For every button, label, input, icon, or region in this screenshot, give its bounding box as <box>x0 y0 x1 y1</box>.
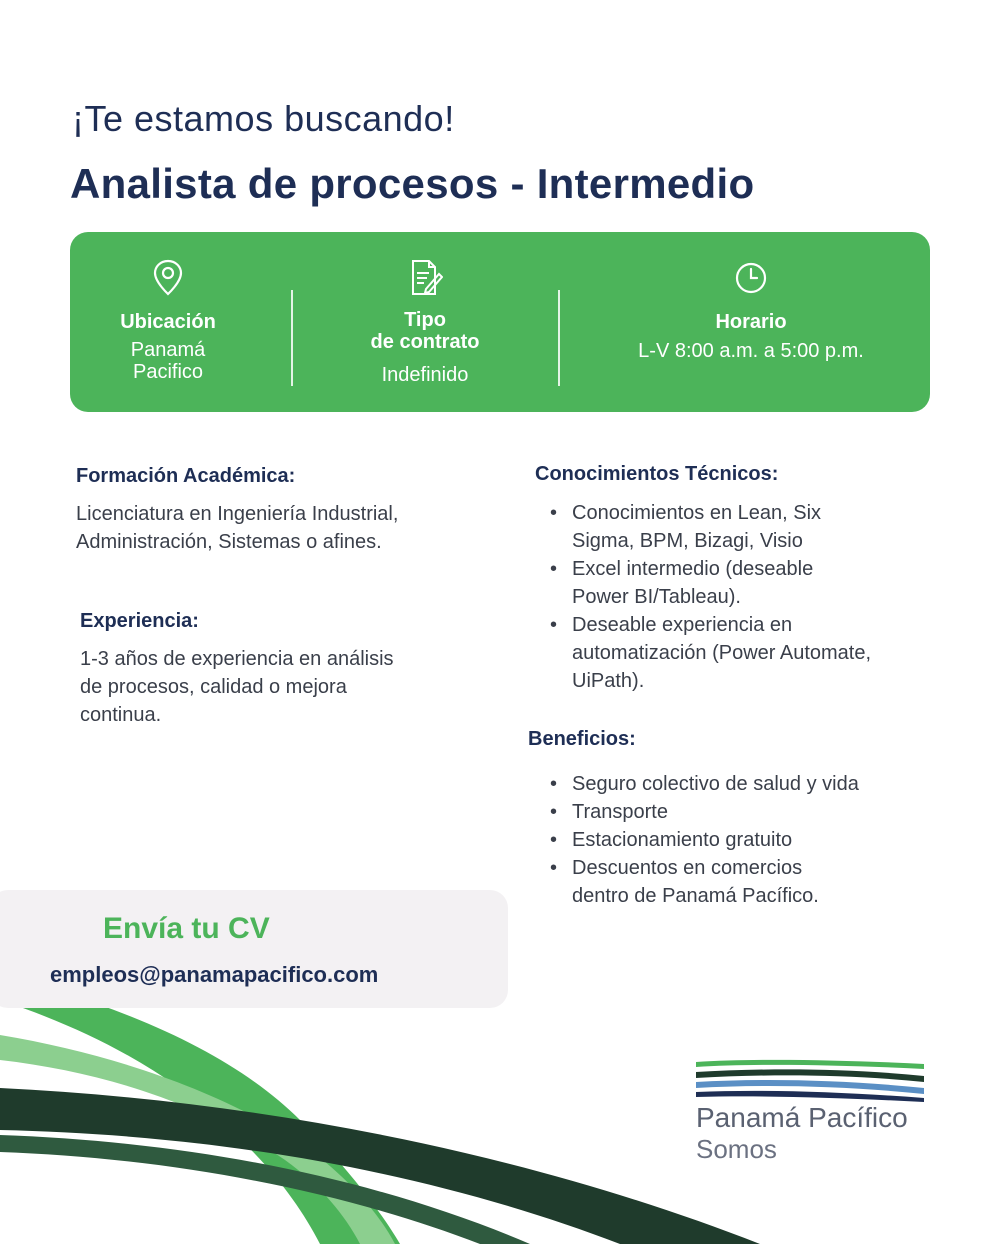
logo-name: Panamá Pacífico <box>696 1102 908 1133</box>
schedule-column <box>560 232 942 412</box>
education-line: Administración, Sistemas o afines. <box>76 531 382 553</box>
location-label: Ubicación <box>120 311 216 333</box>
job-info-card <box>70 232 930 412</box>
location-column <box>70 232 266 412</box>
benefits-heading: Beneficios: <box>528 728 636 750</box>
list-item <box>528 854 968 910</box>
education-text <box>76 500 398 556</box>
list-item <box>528 798 968 826</box>
cv-card <box>0 890 508 1008</box>
list-item <box>528 499 968 555</box>
list-item-line: • Transporte <box>572 801 668 823</box>
list-item-line: UiPath). <box>572 670 645 692</box>
tagline: ¡Te estamos buscando! <box>72 98 455 139</box>
list-item-line: • Deseable experiencia en <box>572 614 793 636</box>
contract-label-line2: de contrato <box>370 331 480 353</box>
experience-heading: Experiencia: <box>80 610 199 632</box>
skills-heading: Conocimientos Técnicos: <box>535 463 779 485</box>
list-item-line: Power BI/Tableau). <box>572 586 741 608</box>
list-item-line: Sigma, BPM, Bizagi, Visio <box>572 530 803 552</box>
logo-tagline: Somos <box>696 1134 777 1164</box>
contract-value: Indefinido <box>381 364 469 386</box>
cv-title: Envía tu CV <box>103 912 270 945</box>
experience-line: continua. <box>80 704 162 726</box>
list-item-line: • Descuentos en comercios <box>572 857 803 879</box>
panama-pacifico-logo-mark <box>696 1058 924 1102</box>
job-title: Analista de procesos - Intermedio <box>70 160 755 207</box>
experience-line: de procesos, calidad o mejora <box>80 676 347 698</box>
clock-icon <box>733 258 769 298</box>
schedule-value: L-V 8:00 a.m. a 5:00 p.m. <box>638 340 864 362</box>
list-item-line: dentro de Panamá Pacífico. <box>572 885 819 907</box>
list-item <box>528 611 968 695</box>
experience-text <box>80 645 394 729</box>
education-heading: Formación Académica: <box>76 465 296 487</box>
contract-label-line1: Tipo <box>404 309 446 331</box>
contract-column <box>292 232 558 412</box>
list-item <box>528 555 968 611</box>
list-item-line: • Conocimientos en Lean, Six <box>572 502 822 524</box>
schedule-label: Horario <box>715 311 787 333</box>
list-item-line: • Estacionamiento gratuito <box>572 829 793 851</box>
cv-email-link[interactable]: empleos@panamapacifico.com <box>50 962 379 987</box>
benefits-list <box>528 770 968 910</box>
experience-line: 1-3 años de experiencia en análisis <box>80 648 394 670</box>
education-line: Licenciatura en Ingeniería Industrial, <box>76 503 399 525</box>
skills-list <box>528 499 968 695</box>
list-item-line: • Excel intermedio (deseable <box>572 558 814 580</box>
location-pin-icon <box>150 258 186 298</box>
list-item <box>528 770 968 798</box>
list-item-line: • Seguro colectivo de salud y vida <box>572 773 859 795</box>
location-value-line2: Pacifico <box>132 361 204 383</box>
contract-document-icon <box>407 258 443 298</box>
location-value-line1: Panamá <box>130 339 206 361</box>
list-item <box>528 826 968 854</box>
list-item-line: automatización (Power Automate, <box>572 642 872 664</box>
